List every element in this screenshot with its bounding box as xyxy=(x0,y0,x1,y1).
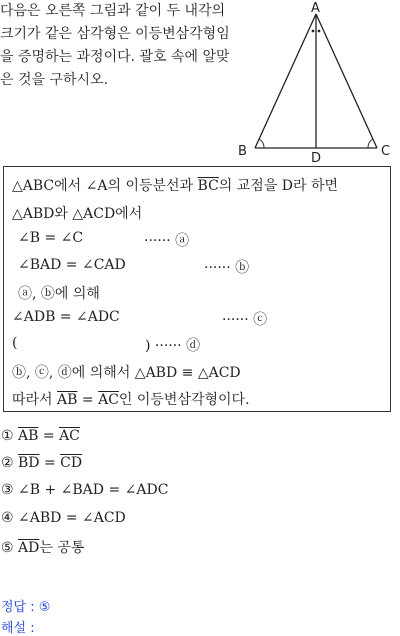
explanation-label: 해설 : xyxy=(1,621,35,636)
proof-mark-a: ······ ⓐ xyxy=(144,233,190,249)
vertex-label-c: C xyxy=(381,144,391,159)
proof-box xyxy=(3,166,391,412)
proof-text: = xyxy=(77,392,99,408)
segment: $\overline{BD}$ xyxy=(18,455,40,471)
choice-text: ∠B + ∠BAD = ∠ADC xyxy=(18,482,169,498)
choice-number: ④ xyxy=(1,510,14,526)
choice-text: = xyxy=(39,455,61,471)
answer-label: 정답 : ⑤ xyxy=(1,600,51,615)
problem-line: 은 것을 구하시오. xyxy=(0,72,109,88)
choice-number: ③ xyxy=(1,482,14,498)
proof-line-8: ⓑ, ⓒ, ⓓ에 의해서 △ABD ≡ △ACD xyxy=(12,365,241,381)
choice-text: = xyxy=(38,428,60,444)
proof-equation: ∠B = ∠C xyxy=(18,230,84,246)
proof-mark-c: ······ ⓒ xyxy=(222,312,268,328)
choice-number: ① xyxy=(1,428,14,444)
segment: $\overline{AB}$ xyxy=(18,428,39,444)
choice-3[interactable] xyxy=(1,482,168,498)
proof-line-1 xyxy=(12,175,338,195)
segment-ac: $\overline{AC}$ xyxy=(98,392,119,408)
segment: $\overline{AC}$ xyxy=(59,428,80,444)
triangle-figure xyxy=(236,0,400,166)
vertex-label-d: D xyxy=(311,151,322,166)
problem-line: 을 증명하는 과정이다. 괄호 속에 알맞 xyxy=(0,49,230,65)
proof-text: 의 교점을 D라 하면 xyxy=(218,178,339,194)
choice-number: ⑤ xyxy=(1,540,14,556)
side-ac xyxy=(316,14,377,148)
proof-blank-close: ) ······ ⓓ xyxy=(145,338,201,354)
problem-line: 크기가 같은 삼각형은 이등변삼각형임 xyxy=(0,26,230,42)
proof-line-3 xyxy=(18,230,83,246)
problem-text xyxy=(0,0,240,92)
proof-text: △ABC에서 ∠A의 이등분선과 xyxy=(12,178,198,194)
choice-2[interactable] xyxy=(1,455,82,471)
angle-dot-bad xyxy=(312,30,315,33)
choice-text: 는 공통 xyxy=(39,540,85,556)
proof-line-5: ⓐ, ⓑ에 의해 xyxy=(18,286,100,302)
segment-bc: $\overline{BC}$ xyxy=(197,178,219,194)
segment: $\overline{CD}$ xyxy=(60,455,83,471)
choice-1[interactable] xyxy=(1,428,80,444)
choice-5[interactable] xyxy=(1,537,84,557)
proof-line-4: ∠BAD = ∠CAD xyxy=(18,257,126,273)
proof-text: 인 이등변삼각형이다. xyxy=(118,392,250,408)
proof-line-2: △ABD와 △ACD에서 xyxy=(12,206,143,222)
proof-mark-b: ······ ⓑ xyxy=(204,260,250,276)
proof-line-6: ∠ADB = ∠ADC xyxy=(12,309,120,325)
vertex-label-b: B xyxy=(238,144,247,159)
segment-ab: $\overline{AB}$ xyxy=(57,392,78,408)
problem-line: 다음은 오른쪽 그림과 같이 두 내각의 xyxy=(0,3,226,19)
angle-mark-c xyxy=(368,139,373,148)
proof-text: 따라서 xyxy=(12,392,58,408)
segment: $\overline{AD}$ xyxy=(18,540,40,556)
angle-dot-cad xyxy=(318,30,321,33)
side-ab xyxy=(255,14,316,148)
choice-4[interactable] xyxy=(1,510,126,526)
choice-number: ② xyxy=(1,455,14,471)
choice-text: ∠ABD = ∠ACD xyxy=(18,510,126,526)
proof-blank-open: ( xyxy=(12,335,18,351)
angle-mark-b xyxy=(259,139,264,148)
vertex-label-a: A xyxy=(311,1,320,16)
proof-line-9 xyxy=(12,389,250,409)
